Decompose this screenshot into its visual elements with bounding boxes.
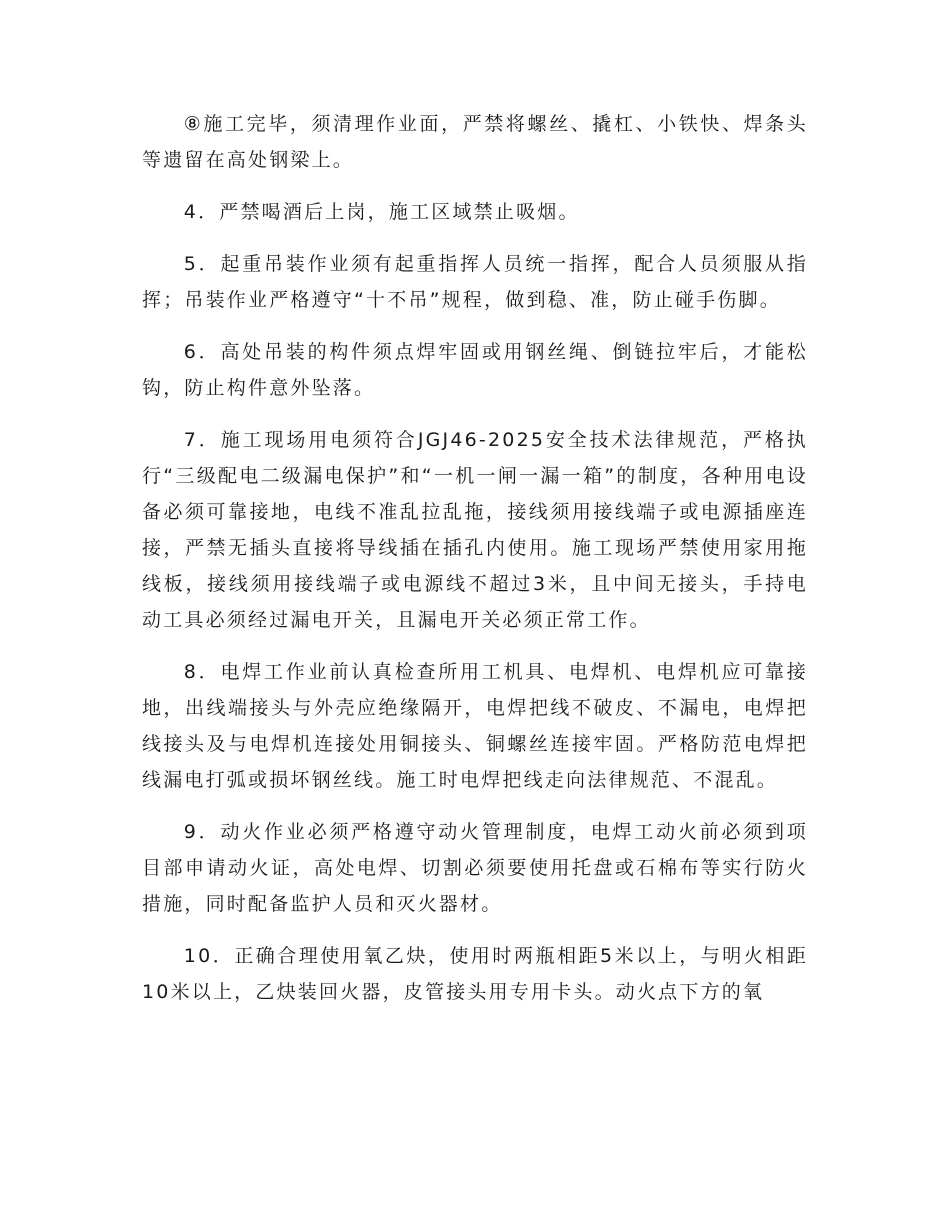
document-body (142, 106, 808, 1026)
paragraph-8-welding-inspection: 8．电焊工作业前认真检查所用工机具、电焊机、电焊机应可靠接地，出线端接头与外壳应绝缘隔开，电焊把线不破皮、不漏电，电焊把线接头及与电焊机连接处用铜接头、铜螺丝连接牢固。严格防范电焊把线漏电打弧或损坏钢丝线。施工时电焊把线走向法律规范、不混乱。 (142, 661, 808, 791)
paragraph-9-hot-work-permit: 9．动火作业必须严格遵守动火管理制度，电焊工动火前必须到项目部申请动火证，高处电焊、切割必须要使用托盘或石棉布等实行防火措施，同时配备监护人员和灭火器材。 (142, 821, 808, 915)
paragraph-6-component-securing: 6．高处吊装的构件须点焊牢固或用钢丝绳、倒链拉牢后，才能松钩，防止构件意外坠落。 (142, 341, 808, 399)
paragraph-item-8-cleanup: ⑧施工完毕，须清理作业面，严禁将螺丝、撬杠、小铁快、焊条头等遗留在高处钢梁上。 (142, 113, 808, 171)
paragraph-7-electrical-safety: 7．施工现场用电须符合JGJ46-2025安全技术法律规范，严格执行“三级配电二级漏电保护”和“一机一闸一漏一箱”的制度，各种用电设备必须可靠接地，电线不准乱拉乱拖，接线须用接线端子或电源插座连接，严禁无插头直接将导线插在插孔内使用。施工现场严禁使用家用拖线板，接线须用接线端子或电源线不超过3米，且中间无接头，手持电动工具必须经过漏电开关，且漏电开关必须正常工作。 (142, 429, 808, 631)
paragraph-5-lifting-command: 5．起重吊装作业须有起重指挥人员统一指挥，配合人员须服从指挥；吊装作业严格遵守“十不吊”规程，做到稳、准，防止碰手伤脚。 (142, 253, 808, 311)
paragraph-4-no-drinking: 4．严禁喝酒后上岗，施工区域禁止吸烟。 (183, 201, 580, 223)
paragraph-10-oxy-acetylene: 10．正确合理使用氧乙炔，使用时两瓶相距5米以上，与明火相距10米以上，乙炔装回火器，皮管接头用专用卡头。动火点下方的氧 (142, 945, 808, 1003)
